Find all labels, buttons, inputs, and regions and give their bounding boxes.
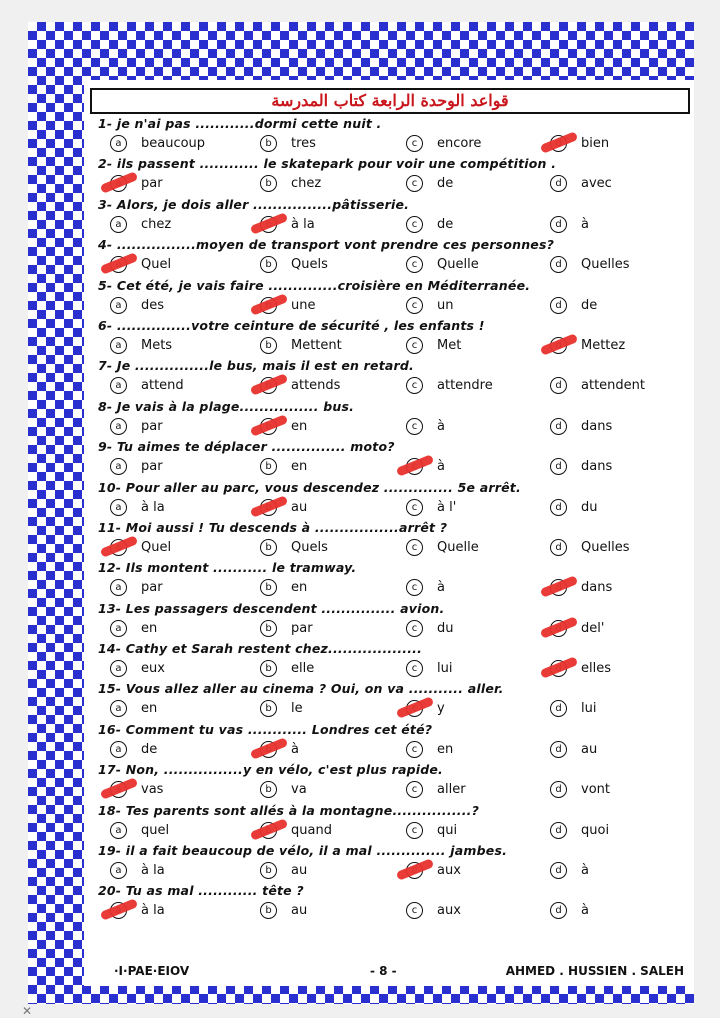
answer-option[interactable] (406, 741, 453, 759)
option-letter-circle: b (260, 539, 277, 556)
answer-option[interactable] (260, 297, 315, 315)
option-text: par (141, 418, 163, 434)
answer-option[interactable] (550, 660, 611, 678)
page-title: قواعد الوحدة الرابعة كتاب المدرسة (90, 88, 690, 114)
question-text: 14- Cathy et Sarah restent chez................... (98, 641, 423, 657)
question-item (94, 722, 689, 762)
option-text: de (581, 297, 598, 313)
answer-option[interactable] (260, 741, 299, 759)
footer-code: ·I·PAE·EIOV (114, 964, 190, 978)
option-letter-circle: b (260, 458, 277, 475)
option-text: par (141, 580, 163, 596)
answer-option[interactable] (260, 337, 342, 355)
option-text: tres (291, 136, 316, 151)
option-letter-circle: a (110, 216, 127, 233)
answer-option[interactable] (550, 175, 612, 193)
option-text: au (291, 499, 308, 515)
option-letter-circle: c (406, 297, 423, 314)
option-letter-circle: d (550, 458, 567, 475)
question-text: 6- ...............votre ceinture de sécurité , les enfants ! (98, 317, 485, 333)
answer-option[interactable] (550, 620, 604, 638)
option-text: del' (581, 620, 605, 636)
option-letter-circle: c (406, 741, 423, 758)
option-text: à l' (437, 499, 457, 515)
option-text: quel (141, 822, 170, 838)
answer-option[interactable] (260, 781, 307, 799)
option-text: à (437, 418, 445, 434)
option-letter-circle: c (406, 781, 423, 798)
answer-option[interactable] (260, 256, 328, 274)
option-text: Quelle (437, 257, 479, 273)
option-text: à la (141, 863, 165, 879)
question-item (94, 439, 689, 479)
option-text: du (437, 620, 454, 636)
option-text: attendent (581, 378, 645, 394)
option-letter-circle: d (550, 700, 567, 717)
answer-option[interactable] (260, 862, 307, 880)
option-letter-circle: d (550, 256, 567, 273)
answer-option[interactable] (260, 620, 313, 638)
option-text: aux (437, 863, 461, 879)
option-text: dans (581, 459, 613, 475)
option-text: dans (581, 580, 613, 596)
answer-option[interactable] (550, 862, 589, 880)
close-icon[interactable]: ✕ (22, 1004, 33, 1018)
option-text: en (291, 418, 308, 434)
answer-option[interactable] (406, 337, 461, 355)
option-text: au (291, 903, 308, 919)
question-item (94, 399, 689, 439)
option-letter-circle: c (406, 902, 423, 919)
option-letter-circle: b (260, 902, 277, 919)
option-letter-circle: d (550, 499, 567, 516)
answer-option[interactable] (110, 135, 205, 153)
option-text: Quel (141, 257, 172, 273)
question-item (94, 520, 689, 560)
answer-option[interactable] (110, 902, 165, 920)
answer-option[interactable] (406, 660, 452, 678)
option-text: un (437, 297, 454, 313)
question-text: 17- Non, ................y en vélo, c'est plus rapide. (98, 762, 443, 778)
answer-option[interactable] (260, 499, 307, 517)
option-letter-circle: a (110, 741, 127, 758)
answer-option[interactable] (406, 499, 456, 517)
question-text: 7- Je ...............le bus, mais il est en retard. (98, 358, 414, 374)
question-text: 20- Tu as mal ............ tête ? (98, 883, 304, 899)
option-text: à la (141, 903, 165, 919)
answer-option[interactable] (260, 135, 316, 153)
answer-option[interactable] (260, 822, 332, 840)
option-letter-circle: c (406, 175, 423, 192)
question-text: 3- Alors, je dois aller ................pâtisserie. (98, 196, 410, 212)
answer-option[interactable] (550, 499, 598, 517)
option-letter-circle: a (110, 337, 127, 354)
answer-option[interactable] (406, 620, 454, 638)
question-text: 10- Pour aller au parc, vous descendez .............. 5e arrêt. (98, 479, 521, 495)
option-letter-circle: a (110, 822, 127, 839)
option-text: elles (581, 661, 611, 677)
answer-option[interactable] (110, 741, 157, 759)
answer-option[interactable] (406, 902, 461, 920)
option-letter-circle: a (110, 499, 127, 516)
option-text: quand (291, 822, 332, 838)
question-item (94, 197, 689, 237)
answer-option[interactable] (550, 337, 625, 355)
option-text: au (291, 863, 308, 879)
option-letter-circle: b (260, 256, 277, 273)
option-letter-circle: c (406, 822, 423, 839)
answer-option[interactable] (260, 175, 321, 193)
question-item (94, 803, 689, 843)
option-letter-circle: b (260, 620, 277, 637)
option-text: à la (291, 216, 315, 232)
option-text: encore (437, 136, 482, 151)
question-item (94, 883, 689, 923)
option-text: Mets (141, 337, 173, 353)
footer (114, 964, 684, 980)
answer-option[interactable] (110, 781, 163, 799)
answer-option[interactable] (260, 660, 314, 678)
question-text: 18- Tes parents sont allés à la montagne................? (98, 802, 480, 818)
answer-option[interactable] (406, 700, 445, 718)
option-text: le (291, 701, 303, 717)
option-letter-circle: d (550, 822, 567, 839)
question-item (94, 318, 689, 358)
option-letter-circle: c (406, 337, 423, 354)
option-text: bien (581, 136, 610, 151)
option-text: à la (141, 499, 165, 515)
option-text: Quels (291, 257, 328, 273)
option-letter-circle: d (550, 902, 567, 919)
option-letter-circle: a (110, 135, 127, 152)
question-text: 19- il a fait beaucoup de vélo, il a mal .............. jambes. (98, 843, 508, 859)
option-letter-circle: c (406, 539, 423, 556)
question-text: 16- Comment tu vas ............ Londres cet été? (98, 721, 433, 737)
question-item (94, 237, 689, 277)
option-letter-circle: d (550, 539, 567, 556)
answer-option[interactable] (110, 620, 157, 638)
answer-option[interactable] (550, 539, 629, 557)
option-letter-circle: b (260, 579, 277, 596)
option-letter-circle: c (406, 256, 423, 273)
option-letter-circle: b (260, 135, 277, 152)
question-item (94, 156, 689, 196)
option-text: en (437, 741, 454, 757)
answer-option[interactable] (550, 135, 609, 153)
option-letter-circle: d (550, 418, 567, 435)
option-text: lui (437, 661, 453, 677)
question-item (94, 278, 689, 318)
answer-option[interactable] (550, 418, 612, 436)
option-text: avec (581, 176, 612, 192)
option-letter-circle: a (110, 862, 127, 879)
answer-option[interactable] (260, 902, 307, 920)
answer-option[interactable] (260, 458, 307, 476)
answer-option[interactable] (406, 539, 479, 557)
answer-option[interactable] (110, 862, 165, 880)
option-text: à (581, 863, 589, 879)
answer-option[interactable] (110, 297, 164, 315)
question-text: 12- Ils montent ........... le tramway. (98, 560, 357, 576)
answer-option[interactable] (260, 539, 328, 557)
viewer-bottom-bar (0, 1004, 720, 1016)
option-letter-circle: b (260, 660, 277, 677)
option-text: aux (437, 903, 461, 919)
option-text: Quelles (581, 257, 630, 273)
answer-option[interactable] (110, 539, 171, 557)
option-text: une (291, 297, 316, 313)
page-number: - 8 - (370, 964, 397, 978)
answer-option[interactable] (110, 175, 163, 193)
option-letter-circle: d (550, 377, 567, 394)
answer-option[interactable] (110, 256, 171, 274)
checkered-border (28, 22, 694, 1004)
option-text: aller (437, 782, 466, 798)
option-text: à (581, 216, 589, 232)
option-letter-circle: c (406, 377, 423, 394)
question-item (94, 601, 689, 641)
option-text: Quelles (581, 539, 630, 555)
answer-option[interactable] (406, 781, 466, 799)
option-text: Mettent (291, 337, 342, 353)
answer-option[interactable] (406, 135, 481, 153)
option-text: à (437, 580, 445, 596)
question-item (94, 560, 689, 600)
option-letter-circle: d (550, 297, 567, 314)
answer-option[interactable] (260, 579, 307, 597)
question-item (94, 480, 689, 520)
option-text: chez (291, 176, 322, 192)
option-text: attend (141, 378, 184, 394)
question-item (94, 358, 689, 398)
answer-option[interactable] (110, 216, 171, 234)
option-letter-circle: a (110, 458, 127, 475)
answer-option[interactable] (110, 579, 163, 597)
answer-option[interactable] (260, 377, 340, 395)
option-letter-circle: c (406, 620, 423, 637)
option-text: beaucoup (141, 136, 206, 151)
answer-option[interactable] (550, 297, 597, 315)
answer-option[interactable] (260, 216, 315, 234)
option-text: Quel (141, 539, 172, 555)
answer-option[interactable] (550, 579, 612, 597)
option-text: à (437, 459, 445, 475)
option-letter-circle: b (260, 175, 277, 192)
option-letter-circle: a (110, 418, 127, 435)
option-letter-circle: a (110, 377, 127, 394)
answer-option[interactable] (550, 216, 589, 234)
answer-option[interactable] (406, 256, 479, 274)
option-text: dans (581, 418, 613, 434)
option-letter-circle: c (406, 418, 423, 435)
answer-option[interactable] (110, 700, 157, 718)
answer-option[interactable] (406, 175, 453, 193)
option-letter-circle: d (550, 175, 567, 192)
option-text: par (141, 176, 163, 192)
question-text: 13- Les passagers descendent ............... avion. (98, 600, 445, 616)
option-text: Quelle (437, 539, 479, 555)
option-letter-circle: b (260, 337, 277, 354)
answer-option[interactable] (550, 741, 597, 759)
option-text: de (437, 176, 454, 192)
option-text: au (581, 741, 598, 757)
option-letter-circle: d (550, 741, 567, 758)
option-letter-circle: d (550, 862, 567, 879)
option-letter-circle: b (260, 700, 277, 717)
option-text: Met (437, 337, 462, 353)
option-text: à (581, 903, 589, 919)
option-text: par (141, 459, 163, 475)
question-item (94, 116, 689, 156)
question-item (94, 641, 689, 681)
answer-option[interactable] (406, 862, 461, 880)
option-text: chez (141, 216, 172, 232)
option-letter-circle: c (406, 579, 423, 596)
option-letter-circle: d (550, 216, 567, 233)
question-item (94, 681, 689, 721)
question-list (94, 116, 689, 924)
author-name: AHMED . HUSSIEN . SALEH (505, 964, 684, 978)
option-letter-circle: a (110, 579, 127, 596)
option-text: de (141, 741, 158, 757)
answer-option[interactable] (110, 660, 165, 678)
option-text: Quels (291, 539, 328, 555)
option-text: quoi (581, 822, 610, 838)
answer-option[interactable] (550, 377, 645, 395)
option-text: des (141, 297, 165, 313)
option-letter-circle: a (110, 700, 127, 717)
question-text: 5- Cet été, je vais faire ..............croisière en Méditerranée. (98, 277, 531, 293)
option-text: lui (581, 701, 597, 717)
question-text: 9- Tu aimes te déplacer ............... moto? (98, 439, 395, 455)
answer-option[interactable] (110, 499, 165, 517)
option-text: en (291, 580, 308, 596)
option-text: du (581, 499, 598, 515)
answer-option[interactable] (550, 256, 629, 274)
option-letter-circle: b (260, 781, 277, 798)
question-text: 1- je n'ai pas ............dormi cette nuit . (98, 116, 382, 131)
option-text: Mettez (581, 337, 626, 353)
question-text: 11- Moi aussi ! Tu descends à .................arrêt ? (98, 519, 448, 535)
answer-option[interactable] (406, 822, 457, 840)
answer-option[interactable] (110, 377, 184, 395)
option-text: en (291, 459, 308, 475)
option-text: en (141, 701, 158, 717)
option-text: qui (437, 822, 458, 838)
answer-option[interactable] (550, 822, 609, 840)
answer-option[interactable] (110, 418, 163, 436)
answer-option[interactable] (110, 337, 172, 355)
answer-option[interactable] (110, 822, 169, 840)
option-text: vas (141, 782, 164, 798)
option-text: par (291, 620, 313, 636)
answer-option[interactable] (406, 579, 445, 597)
option-letter-circle: c (406, 135, 423, 152)
option-letter-circle: c (406, 216, 423, 233)
answer-option[interactable] (550, 902, 589, 920)
option-text: attends (291, 378, 341, 394)
option-text: à (291, 741, 299, 757)
option-text: de (437, 216, 454, 232)
question-text: 4- ................moyen de transport vont prendre ces personnes? (98, 237, 555, 253)
option-letter-circle: a (110, 620, 127, 637)
option-letter-circle: b (260, 862, 277, 879)
answer-option[interactable] (406, 377, 493, 395)
question-text: 2- ils passent ............ le skatepark pour voir une compétition . (98, 156, 557, 172)
answer-option[interactable] (260, 700, 303, 718)
question-item (94, 762, 689, 802)
question-text: 8- Je vais à la plage................ bus. (98, 398, 355, 414)
option-letter-circle: a (110, 660, 127, 677)
option-letter-circle: c (406, 660, 423, 677)
option-letter-circle: d (550, 781, 567, 798)
answer-option[interactable] (550, 781, 610, 799)
answer-option[interactable] (406, 297, 453, 315)
option-text: vont (581, 782, 610, 798)
option-letter-circle: a (110, 297, 127, 314)
answer-option[interactable] (110, 458, 163, 476)
option-letter-circle: c (406, 499, 423, 516)
option-text: en (141, 620, 158, 636)
question-text: 15- Vous allez aller au cinema ? Oui, on va ........... aller. (98, 681, 504, 697)
answer-option[interactable] (550, 700, 596, 718)
option-text: eux (141, 661, 165, 677)
option-text: va (291, 782, 307, 798)
option-text: y (437, 701, 445, 717)
option-text: attendre (437, 378, 493, 394)
answer-option[interactable] (406, 418, 445, 436)
worksheet-page (84, 80, 694, 986)
answer-option[interactable] (260, 418, 307, 436)
answer-option[interactable] (406, 458, 445, 476)
question-item (94, 843, 689, 883)
answer-option[interactable] (550, 458, 612, 476)
answer-option[interactable] (406, 216, 453, 234)
option-text: elle (291, 661, 315, 677)
